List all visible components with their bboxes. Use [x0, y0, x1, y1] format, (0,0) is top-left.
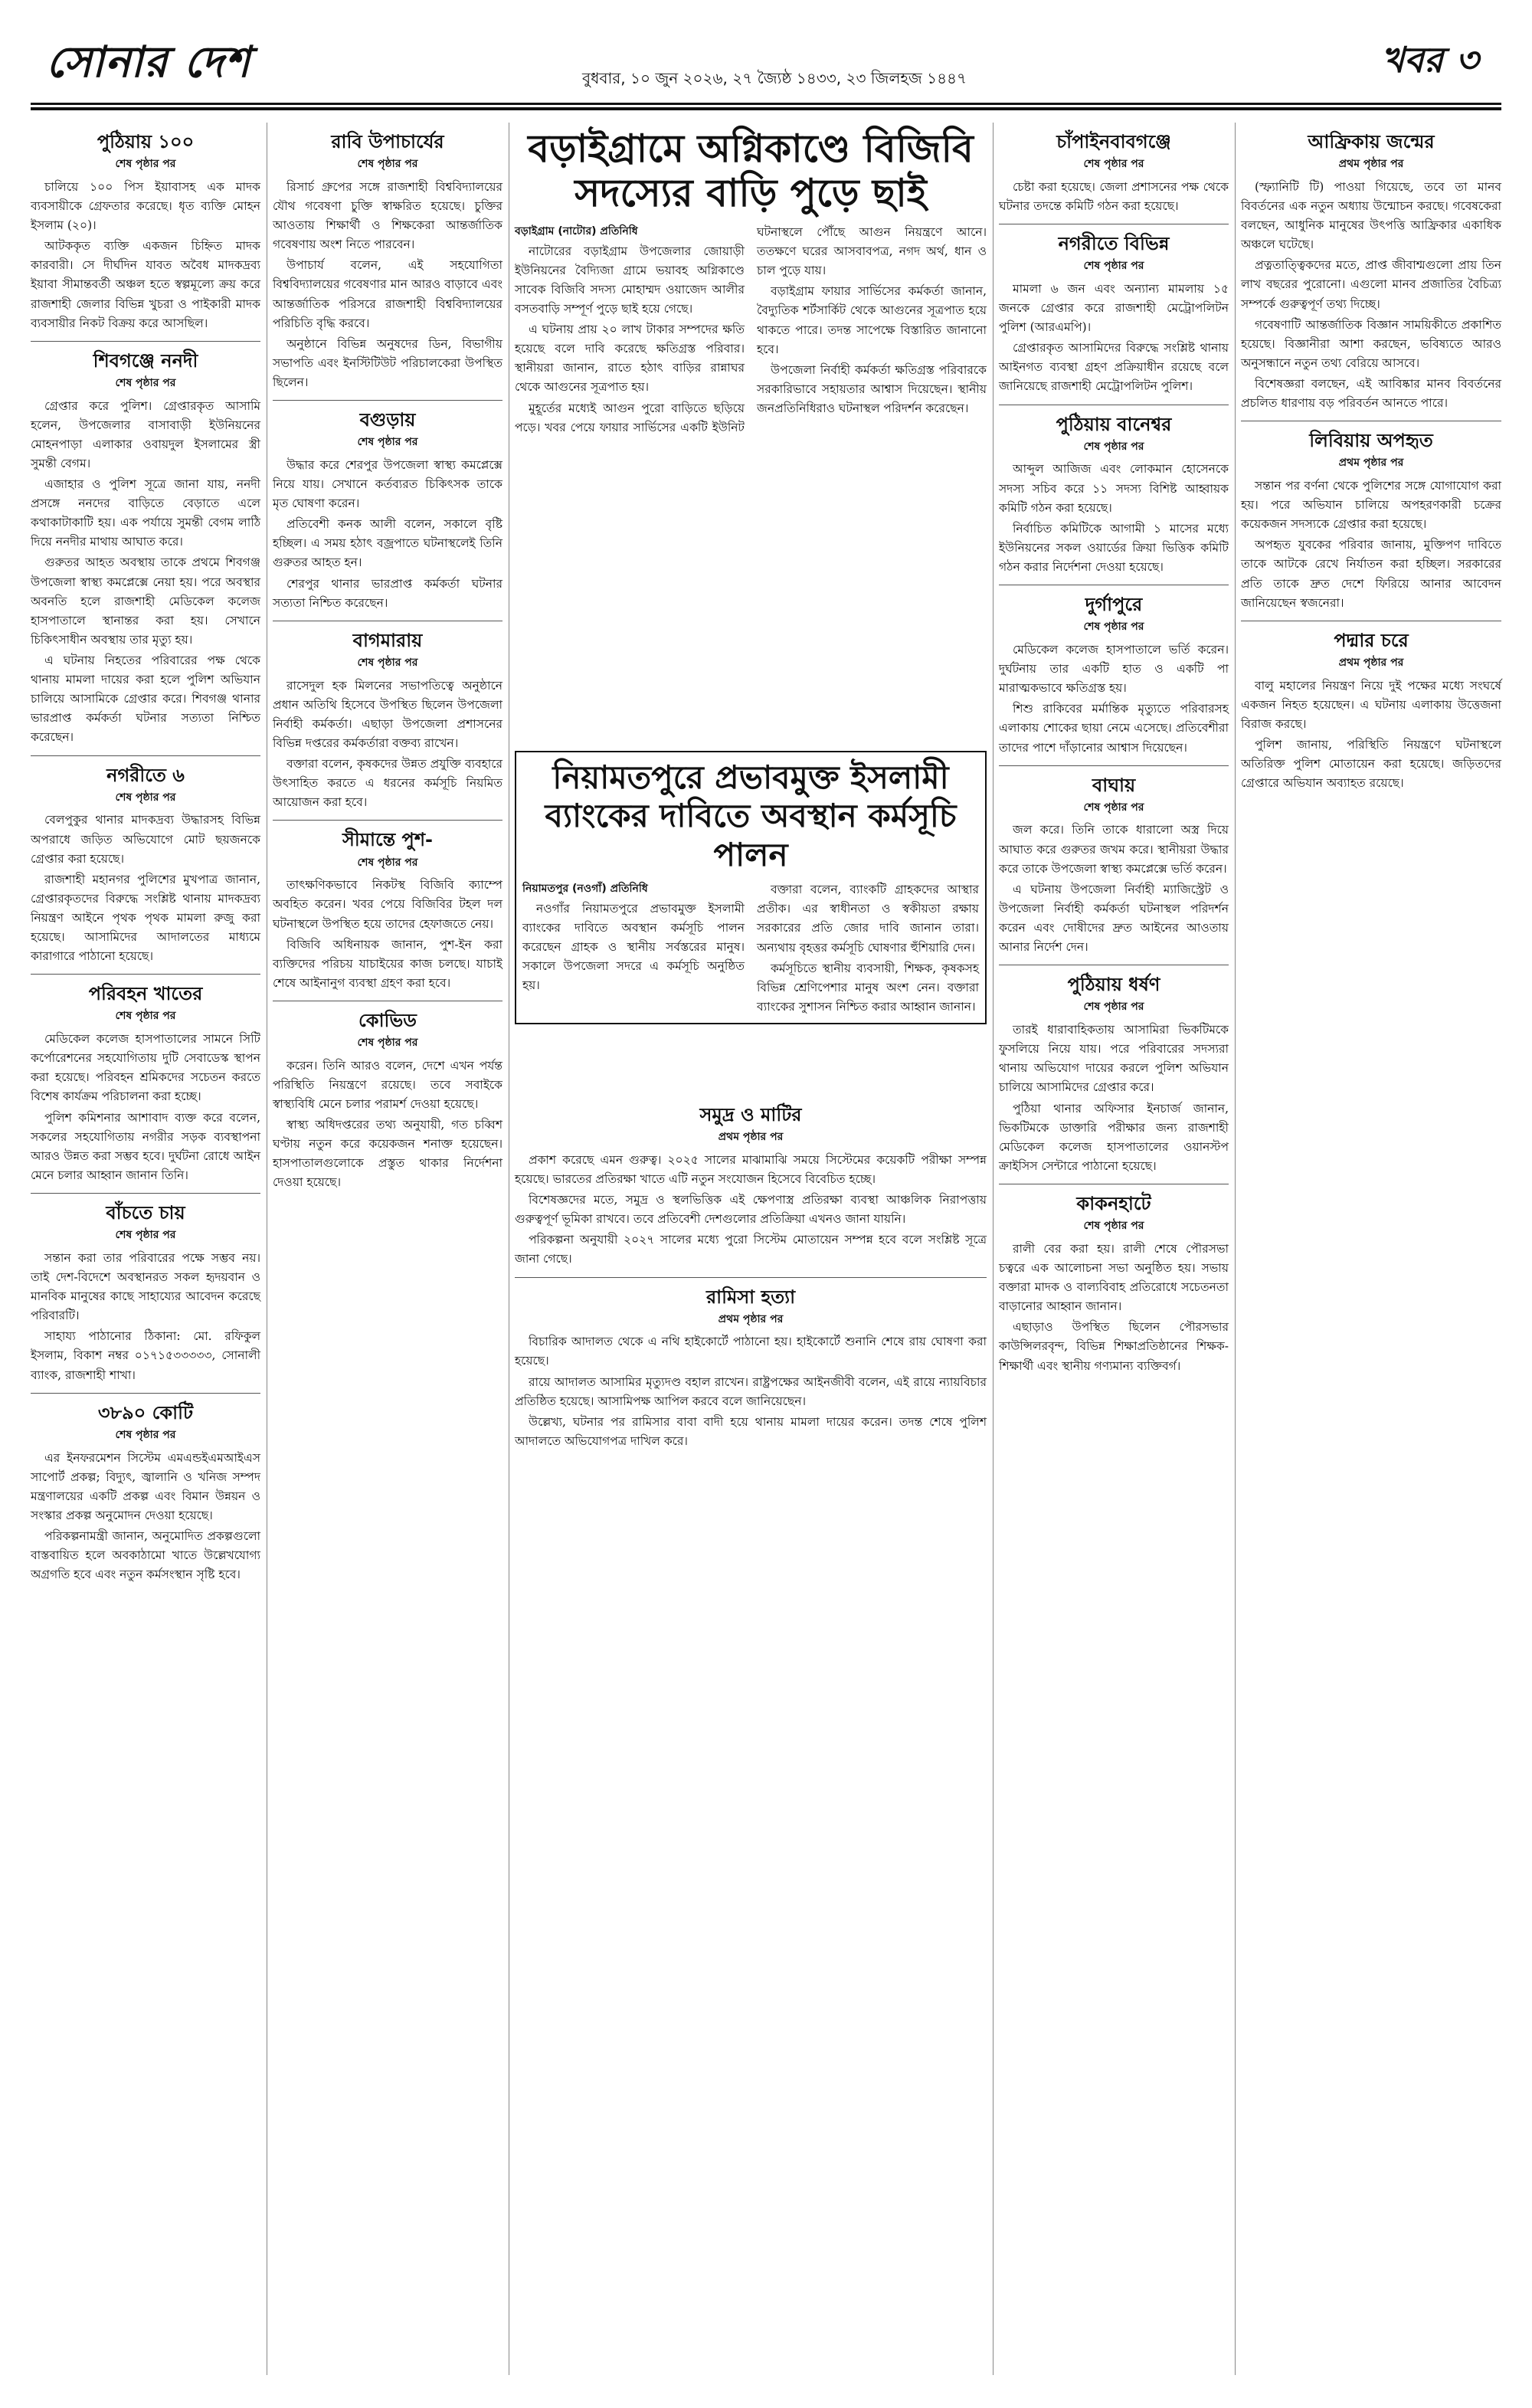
headline: চাঁপাইনবাবগঞ্জে: [1056, 131, 1171, 152]
paragraph: বিচারিক আদালত থেকে এ নথি হাইকোর্টে পাঠানো হয়। হাইকোর্টে শুনানি শেষে রায় ঘোষণা করা হয়েছে।: [515, 1335, 987, 1368]
paragraph: গবেষণাটি আন্তর্জাতিক বিজ্ঞান সাময়িকীতে প্রকাশিত হয়েছে। বিজ্ঞানীরা আশা করছেন, ভবিষ্যতে আরও অনুসন্ধানে নতুন তথ্য বেরিয়ে আসবে।: [1241, 317, 1501, 370]
continuation-label: প্রথম পৃষ্ঠার পর: [1338, 457, 1404, 470]
headline: পুঠিয়ায় ১০০: [97, 131, 195, 152]
paragraph: গ্রেপ্তারকৃত আসামিদের বিরুদ্ধে সংশ্লিষ্ট থানায় আইনগত ব্যবস্থা গ্রহণ প্রক্রিয়াধীন রয়েছে বলে জানিয়েছে রাজশাহী মেট্রোপলিটন পুলিশ।: [999, 341, 1229, 394]
paragraph: এ ঘটনায় উপজেলা নির্বাহী ম্যাজিস্ট্রেট ও উপজেলা নির্বাহী কর্মকর্তা ঘটনাস্থল পরিদর্শন করেন এবং দোষীদের দ্রুত আইনের আওতায় আনার নির্দেশ দেন।: [999, 882, 1229, 955]
paragraph: শিশু রাকিবের মর্মান্তিক মৃত্যুতে পরিবারসহ এলাকায় শোকের ছায়া নেমে এসেছে। প্রতিবেশীরা তাদের পাশে দাঁড়ানোর আশ্বাস দিয়েছেন।: [999, 702, 1229, 755]
paragraph: রালী বের করা হয়। রালী শেষে পৌরসভা চত্বরে এক আলোচনা সভা অনুষ্ঠিত হয়। সভায় বক্তারা মাদক ও বাল্যবিবাহ প্রতিরোধে সচেতনতা বাড়ানোর আহ্বান জানান।: [999, 1241, 1229, 1314]
divider: [31, 755, 260, 756]
continuation-label: শেষ পৃষ্ঠার পর: [357, 158, 418, 171]
column-6: [1241, 123, 1501, 794]
paragraph: করেন। তিনি আরও বলেন, দেশে এখন পর্যন্ত পরিস্থিতি নিয়ন্ত্রণে রয়েছে। তবে সবাইকে স্বাস্থ্যবিধি মেনে চলার পরামর্শ দেওয়া হয়েছে।: [273, 1058, 502, 1112]
continuation-label: শেষ পৃষ্ঠার পর: [115, 376, 176, 389]
divider: [31, 1393, 260, 1394]
paragraph: রাজশাহী মহানগর পুলিশের মুখপাত্র জানান, গ্রেপ্তারকৃতদের বিরুদ্ধে সংশ্লিষ্ট থানায় মাদকদ্রব্য নিয়ন্ত্রণ আইনে পৃথক পৃথক মামলা রুজু করা হয়েছে। আসামিদের আদালতের মাধ্যমে কারাগারে পাঠানো হয়েছে।: [31, 872, 260, 964]
paragraph: তারই ধারাবাহিকতায় আসামিরা ভিকটিমকে ফুসলিয়ে নিয়ে যায়। পরে পরিবারের সদস্যরা থানায় অভিযোগ দায়ের করলে পুলিশ অভিযান চালিয়ে আসামিদের গ্রেপ্তার করে।: [999, 1023, 1229, 1095]
column-divider: [993, 123, 994, 2375]
divider: [31, 1193, 260, 1194]
divider: [31, 974, 260, 975]
column-divider: [1235, 123, 1236, 2375]
paragraph: নাটোরের বড়াইগ্রাম উপজেলার জোয়াড়ী ইউনিয়নের বৈদ্যিজা গ্রামে ভয়াবহ অগ্নিকাণ্ডে সাবেক বিজিবি সদস্য মোহাম্মদ ওয়াজেদ আলীর বসতবাড়ি সম্পূর্ণ পুড়ে ছাই হয়ে গেছে।: [515, 244, 745, 316]
headline: পরিবহন খাতের: [88, 983, 203, 1005]
continuation-label: প্রথম পৃষ্ঠার পর: [718, 1312, 784, 1325]
headline: সীমান্তে পুশ-: [342, 829, 433, 851]
paragraph: আব্দুল আজিজ এবং লোকমান হোসেনকে সদস্য সচিব করে ১১ সদস্য বিশিষ্ট আহ্বায়ক কমিটি গঠন করা হয়েছে।: [999, 462, 1229, 515]
paragraph: নওগাঁর নিয়ামতপুরে প্রভাবমুক্ত ইসলামী ব্যাংকের দাবিতে অবস্থান কর্মসূচি পালন করেছেন গ্রাহক ও স্থানীয় সর্বস্তরের মানুষ। সকালে উপজেলা সদরে এ কর্মসূচি অনুষ্ঠিত হয়।: [522, 901, 745, 993]
section-label: খবর ৩: [1380, 39, 1478, 80]
continuation-label: শেষ পৃষ্ঠার পর: [357, 436, 418, 449]
newspaper-name: সোনার দেশ: [46, 38, 251, 87]
issue-date: বুধবার, ১০ জুন ২০২৬, ২৭ জ্যৈষ্ঠ ১৪৩৩, ২৩ জিলহজ ১৪৪৭: [582, 69, 967, 87]
boxed-body: [522, 880, 979, 1017]
boxed-headline: নিয়ামতপুরে প্রভাবমুক্ত ইসলামী ব্যাংকের দাবিতে অবস্থান কর্মসূচি পালন: [545, 758, 957, 873]
paragraph: বিজিবি অধিনায়ক জানান, পুশ-ইন করা ব্যক্তিদের পরিচয় যাচাইয়ের কাজ চলছে। যাচাই শেষে আইনানুগ ব্যবস্থা গ্রহণ করা হবে।: [273, 937, 502, 990]
paragraph: চালিয়ে ১০০ পিস ইয়াবাসহ এক মাদক ব্যবসায়ীকে গ্রেফতার করেছে। ধৃত ব্যক্তি মোহন ইসলাম (২০)।: [31, 179, 260, 233]
paragraph: জল করে। তিনি তাকে ধারালো অস্ত্র দিয়ে আঘাত করে গুরুতর জখম করে। স্থানীয়রা উদ্ধার করে তাকে উপজেলা স্বাস্থ্য কমপ্লেক্সে ভর্তি করেন।: [999, 823, 1229, 876]
paragraph: গুরুতর আহত অবস্থায় তাকে প্রথমে শিবগঞ্জ উপজেলা স্বাস্থ্য কমপ্লেক্সে নেয়া হয়। পরে অবস্থার অবনতি হলে রাজশাহী মেডিকেল কলেজ হাসপাতালে স্থানান্তর করা হয়। সেখানে চিকিৎসাধীন অবস্থায় তার মৃত্যু হয়।: [31, 555, 260, 647]
boxed-story: [515, 751, 987, 1024]
continuation-label: প্রথম পৃষ্ঠার পর: [1338, 656, 1404, 669]
paragraph: উল্লেখ্য, ঘটনার পর রামিসার বাবা বাদী হয়ে থানায় মামলা দায়ের করেন। তদন্ত শেষে পুলিশ আদালতে অভিযোগপত্র দাখিল করে।: [515, 1414, 987, 1448]
divider: [31, 341, 260, 342]
divider: [515, 1277, 987, 1278]
paragraph: এ ঘটনায় নিহতের পরিবারের পক্ষ থেকে থানায় মামলা দায়ের করা হলে পুলিশ অভিযান চালিয়ে আসামিকে গ্রেপ্তার করে। শিবগঞ্জ থানার ভারপ্রাপ্ত কর্মকর্তা ঘটনার সত্যতা নিশ্চিত করেছেন।: [31, 654, 260, 745]
paragraph: পুলিশ কমিশনার আশাবাদ ব্যক্ত করে বলেন, সকলের সহযোগিতায় নগরীর সড়ক ব্যবস্থাপনা আরও উন্নত করা সম্ভব হবে। দুর্ঘটনা রোধে আইন মেনে চলার আহ্বান জানান তিনি।: [31, 1110, 260, 1182]
column-2: [273, 123, 502, 1194]
headline: লিবিয়ায় অপহৃত: [1309, 430, 1433, 452]
headline: নগরীতে বিভিন্ন: [1058, 233, 1170, 255]
headline: ৩৮৯০ কোটি: [97, 1401, 194, 1424]
headline: পদ্মার চরে: [1334, 629, 1409, 651]
headline: রামিসা হত্যা: [705, 1286, 796, 1308]
newspaper-page: [31, 23, 1501, 2385]
headline: বগুড়ায়: [359, 409, 416, 431]
masthead-rule: [31, 103, 1501, 105]
paragraph: অপহৃত যুবকের পরিবার জানায়, মুক্তিপণ দাবিতে তাকে আটকে রেখে নির্যাতন করা হচ্ছিল। সরকারের প্রতি তাকে দ্রুত দেশে ফিরিয়ে আনার আবেদন জানিয়েছেন স্বজনেরা।: [1241, 538, 1501, 610]
headline: বাগমারায়: [352, 629, 423, 651]
column-3-lower: [515, 1096, 987, 1453]
paragraph: পরিকল্পনামন্ত্রী জানান, অনুমোদিত প্রকল্পগুলো বাস্তবায়িত হলে অবকাঠামো খাতে উল্লেখযোগ্য অগ্রগতি হবে এবং নতুন কর্মসংস্থান সৃষ্টি হবে।: [31, 1528, 260, 1582]
continuation-label: শেষ পৃষ্ঠার পর: [1083, 801, 1144, 814]
paragraph: সন্তান করা তার পরিবারের পক্ষে সম্ভব নয়। তাই দেশ-বিদেশে অবস্থানরত সকল হৃদয়বান ও মানবিক মানুষের কাছে সাহায্যের আবেদন করেছে পরিবারটি।: [31, 1250, 260, 1323]
byline: নিয়ামতপুর (নওগাঁ) প্রতিনিধি: [522, 883, 648, 896]
paragraph: বেলপুকুর থানার মাদকদ্রব্য উদ্ধারসহ বিভিন্ন অপরাধে জড়িত অভিযোগে মোট ছয়জনকে গ্রেপ্তার করা হয়েছে।: [31, 813, 260, 866]
paragraph: অনুষ্ঠানে বিভিন্ন অনুষদের ডিন, বিভাগীয় সভাপতি এবং ইনস্টিটিউট পরিচালকেরা উপস্থিত ছিলেন।: [273, 336, 502, 389]
paragraph: তাৎক্ষণিকভাবে নিকটস্থ বিজিবি ক্যাম্পে অবহিত করেন। খবর পেয়ে বিজিবির টহল দল ঘটনাস্থলে উপস্থিত হয়ে তাদের হেফাজতে নেয়।: [273, 878, 502, 931]
headline: পুঠিয়ায় বানেশ্বর: [1056, 413, 1172, 435]
headline: কোভিড: [358, 1009, 417, 1031]
headline: কাকনহাটে: [1076, 1192, 1151, 1214]
paragraph: উদ্ধার করে শেরপুর উপজেলা স্বাস্থ্য কমপ্লেক্সে নিয়ে যায়। সেখানে কর্তব্যরত চিকিৎসক তাকে মৃত ঘোষণা করেন।: [273, 457, 502, 511]
paragraph: পরিকল্পনা অনুযায়ী ২০২৭ সালের মধ্যে পুরো সিস্টেম মোতায়েন সম্পন্ন হবে বলে সংশ্লিষ্ট সূত্রে জানা গেছে।: [515, 1233, 987, 1266]
divider: [273, 400, 502, 401]
paragraph: গ্রেপ্তার করে পুলিশ। গ্রেপ্তারকৃত আসামি হলেন, উপজেলার বাসাবাড়ী ইউনিয়নের মোহনপাড়া এলাকার ওবায়দুল ইসলামের স্ত্রী সুমন্তী বেগম।: [31, 398, 260, 470]
lead-body: [515, 223, 987, 437]
paragraph: রিসার্চ গ্রুপের সঙ্গে রাজশাহী বিশ্ববিদ্যালয়ের যৌথ গবেষণা চুক্তি স্বাক্ষরিত হয়েছে। চুক্তির আওতায় শিক্ষার্থী ও শিক্ষকেরা আন্তর্জাতিক গবেষণায় অংশ নিতে পারবেন।: [273, 179, 502, 252]
paragraph: এর ইনফরমেশন সিস্টেম এমএন্ডইএমআইএস সাপোর্ট প্রকল্প; বিদ্যুৎ, জ্বালানি ও খনিজ সম্পদ মন্ত্রণালয়ের একটি প্রকল্প এবং বিমান উন্নয়ন ও সংস্কার প্রকল্প অনুমোদন দেওয়া হয়েছে।: [31, 1450, 260, 1522]
continuation-label: শেষ পৃষ্ঠার পর: [1083, 440, 1144, 453]
lead-headline: বড়াইগ্রামে অগ্নিকাণ্ডে বিজিবি সদস্যের বাড়ি পুড়ে ছাই: [528, 126, 974, 215]
paragraph: বিশেষজ্ঞদের মতে, সমুদ্র ও স্থলভিত্তিক এই ক্ষেপণাস্ত্র প্রতিরক্ষা ব্যবস্থা আঞ্চলিক নিরাপত্তায় গুরুত্বপূর্ণ ভূমিকা রাখবে। তবে প্রতিবেশী দেশগুলোর প্রতিক্রিয়া এখনও জানা যায়নি।: [515, 1193, 987, 1227]
column-1: [31, 123, 260, 1586]
continuation-label: শেষ পৃষ্ঠার পর: [357, 1037, 418, 1050]
headline: বাঘায়: [1092, 774, 1136, 796]
paragraph: মামলা ৬ জন এবং অন্যান্য মামলায় ১৫ জনকে গ্রেপ্তার করে রাজশাহী মেট্রোপলিটন পুলিশ (আরএমপি)।: [999, 281, 1229, 335]
continuation-label: শেষ পৃষ্ঠার পর: [115, 1428, 176, 1441]
paragraph: শেরপুর থানার ভারপ্রাপ্ত কর্মকর্তা ঘটনার সত্যতা নিশ্চিত করেছেন।: [273, 576, 502, 610]
paragraph: সাহায্য পাঠানোর ঠিকানা: মো. রফিকুল ইসলাম, বিকাশ নম্বর ০১৭১৫৩৩৩৩৩, সোনালী ব্যাংক, রাজশাহী শাখা।: [31, 1329, 260, 1382]
paragraph: (স্ফ্যানিটি টি) পাওয়া গিয়েছে, তবে তা মানব বিবর্তনের এক নতুন অধ্যায় উন্মোচন করছে। গবেষকেরা বলছেন, আধুনিক মানুষের উৎপত্তি আফ্রিকার একাধিক অঞ্চলে ঘটেছে।: [1241, 179, 1501, 252]
continuation-label: শেষ পৃষ্ঠার পর: [115, 1010, 176, 1023]
paragraph: উপাচার্য বলেন, এই সহযোগিতা বিশ্ববিদ্যালয়ের গবেষণার মান আরও বাড়াবে এবং আন্তর্জাতিক পরিসরে রাজশাহী বিশ্ববিদ্যালয়ের পরিচিতি বৃদ্ধি করবে।: [273, 258, 502, 330]
continuation-label: শেষ পৃষ্ঠার পর: [115, 791, 176, 804]
paragraph: বালু মহালের নিয়ন্ত্রণ নিয়ে দুই পক্ষের মধ্যে সংঘর্ষে একজন নিহত হয়েছেন। এ ঘটনায় এলাকায় উত্তেজনা বিরাজ করছে।: [1241, 678, 1501, 731]
paragraph: উপজেলা নির্বাহী কর্মকর্তা ক্ষতিগ্রস্ত পরিবারকে সরকারিভাবে সহায়তার আশ্বাস দিয়েছেন। স্থানীয় জনপ্রতিনিধিরাও ঘটনাস্থল পরিদর্শন করেছেন।: [757, 362, 987, 415]
continuation-label: শেষ পৃষ্ঠার পর: [1083, 158, 1144, 171]
headline: শিবগঞ্জে ননদী: [93, 349, 198, 372]
paragraph: প্রত্নতাত্ত্বিকদের মতে, প্রাপ্ত জীবাশ্মগুলো প্রায় তিন লাখ বছরের পুরোনো। এগুলো মানব প্রজাতির বৈচিত্র্য সম্পর্কে গুরুত্বপূর্ণ তথ্য দিচ্ছে।: [1241, 258, 1501, 311]
continuation-label: শেষ পৃষ্ঠার পর: [357, 856, 418, 869]
paragraph: পুলিশ জানায়, পরিস্থিতি নিয়ন্ত্রণে ঘটনাস্থলে অতিরিক্ত পুলিশ মোতায়েন করা হয়েছে। জড়িতদের গ্রেপ্তারে অভিযান অব্যাহত রয়েছে।: [1241, 737, 1501, 791]
column-5: [999, 123, 1229, 1378]
continuation-label: শেষ পৃষ্ঠার পর: [1083, 1001, 1144, 1014]
paragraph: এজাহার ও পুলিশ সূত্রে জানা যায়, ননদী প্রসঙ্গে ননদের বাড়িতে বেড়াতে এলে কথাকাটাকাটি হয়। এক পর্যায়ে সুমন্তী বেগম লাঠি দিয়ে ননদীর মাথায় আঘাত করে।: [31, 477, 260, 549]
paragraph: রায়ে আদালত আসামির মৃত্যুদণ্ড বহাল রাখেন। রাষ্ট্রপক্ষের আইনজীবী বলেন, এই রায়ে ন্যায়বিচার প্রতিষ্ঠিত হয়েছে। আসামিপক্ষ আপিল করবে বলে জানিয়েছেন।: [515, 1374, 987, 1408]
lead-story: [515, 123, 987, 437]
paragraph: এ ঘটনায় প্রায় ২০ লাখ টাকার সম্পদের ক্ষতি হয়েছে বলে দাবি করেছে ক্ষতিগ্রস্ত পরিবার। স্থানীয়রা জানান, রাতে হঠাৎ বাড়ির রান্নাঘর থেকে আগুনের সূত্রপাত হয়।: [515, 323, 745, 395]
paragraph: কর্মসূচিতে স্থানীয় ব্যবসায়ী, শিক্ষক, কৃষকসহ বিভিন্ন শ্রেণিপেশার মানুষ অংশ নেন। বক্তারা ব্যাংকের সুশাসন নিশ্চিত করার আহ্বান জানান।: [757, 961, 979, 1014]
paragraph: মুহূর্তের মধ্যেই আগুন পুরো বাড়িতে ছড়িয়ে পড়ে। খবর পেয়ে ফায়ার সার্ভিসের একটি ইউনিট ঘটনাস্থলে পৌঁছে আগুন নিয়ন্ত্রণে আনে। ততক্ষণে ঘরের আসবাবপত্র, নগদ অর্থ, ধান ও চাল পুড়ে যায়।: [515, 225, 987, 434]
headline: নগরীতে ৬: [106, 764, 185, 786]
continuation-label: শেষ পৃষ্ঠার পর: [115, 158, 176, 171]
paragraph: এছাড়াও উপস্থিত ছিলেন পৌরসভার কাউন্সিলরবৃন্দ, বিভিন্ন শিক্ষাপ্রতিষ্ঠানের শিক্ষক-শিক্ষার্থী এবং স্থানীয় গণ্যমান্য ব্যক্তিবর্গ।: [999, 1320, 1229, 1373]
continuation-label: প্রথম পৃষ্ঠার পর: [1338, 158, 1404, 171]
divider: [999, 765, 1229, 766]
paragraph: বক্তারা বলেন, কৃষকদের উন্নত প্রযুক্তি ব্যবহারে উৎসাহিত করতে এ ধরনের কর্মসূচি নিয়মিত আয়োজন করা হবে।: [273, 757, 502, 810]
paragraph: বক্তারা বলেন, ব্যাংকটি গ্রাহকদের আস্থার প্রতীক। এর স্বাধীনতা ও স্বকীয়তা রক্ষায় সরকারের প্রতি জোর দাবি জানান তারা। অন্যথায় বৃহত্তর কর্মসূচি ঘোষণার হুঁশিয়ারি দেন।: [757, 883, 979, 955]
headline: বাঁচতে চায়: [106, 1202, 185, 1224]
continuation-label: শেষ পৃষ্ঠার পর: [1083, 621, 1144, 634]
paragraph: প্রকাশ করেছে এমন গুরুত্ব। ২০২৫ সালের মাঝামাঝি সময়ে সিস্টেমের কয়েকটি পরীক্ষা সম্পন্ন হয়েছে। ভারতের প্রতিরক্ষা খাতে এটি নতুন সংযোজন হিসেবে বিবেচিত হচ্ছে।: [515, 1152, 987, 1186]
continuation-label: প্রথম পৃষ্ঠার পর: [718, 1131, 784, 1144]
byline: বড়াইগ্রাম (নাটোর) প্রতিনিধি: [515, 225, 638, 238]
paragraph: প্রতিবেশী কনক আলী বলেন, সকালে বৃষ্টি হচ্ছিল। এ সময় হঠাৎ বজ্রপাতে ঘটনাস্থলেই তিনি গুরুতর আহত হন।: [273, 517, 502, 570]
paragraph: পুঠিয়া থানার অফিসার ইনচার্জ জানান, ভিকটিমকে ডাক্তারি পরীক্ষার জন্য রাজশাহী মেডিকেল কলেজ হাসপাতালের ওয়ানস্টপ ক্রাইসিস সেন্টারে পাঠানো হয়েছে।: [999, 1101, 1229, 1173]
continuation-label: শেষ পৃষ্ঠার পর: [115, 1229, 176, 1242]
paragraph: সন্তান পর বর্ণনা থেকে পুলিশের সঙ্গে যোগাযোগ করা হয়। পরে অভিযান চালিয়ে অপহরণকারী চক্রের কয়েকজন সদস্যকে গ্রেপ্তার করা হয়েছে।: [1241, 479, 1501, 532]
paragraph: নির্বাচিত কমিটিকে আগামী ১ মাসের মধ্যে ইউনিয়নের সকল ওয়ার্ডের ক্রিয়া ভিত্তিক কমিটি গঠন করার নির্দেশনা দেওয়া হয়েছে।: [999, 521, 1229, 574]
divider: [273, 820, 502, 821]
continuation-label: শেষ পৃষ্ঠার পর: [357, 656, 418, 669]
headline: সমুদ্র ও মাটির: [699, 1104, 802, 1125]
headline: রাবি উপাচার্যের: [331, 131, 444, 152]
paragraph: বড়াইগ্রাম ফায়ার সার্ভিসের কর্মকর্তা জানান, বৈদ্যুতিক শর্টসার্কিট থেকে আগুনের সূত্রপাত হয়ে থাকতে পারে। তদন্ত সাপেক্ষে বিস্তারিত জানানো হবে।: [757, 284, 987, 356]
paragraph: আটককৃত ব্যক্তি একজন চিহ্নিত মাদক কারবারী। সে দীর্ঘদিন যাবত অবৈধ মাদকদ্রব্য ইয়াবা সীমান্তবর্তী অঞ্চল হতে স্বল্পমূল্যে ক্রয় করে রাজশাহী জেলার বিভিন্ন খুচরা ও পাইকারী মাদক ব্যবসায়ীর নিকট বিক্রয় করে আসছিল।: [31, 239, 260, 330]
paragraph: মেডিকেল কলেজ হাসপাতালে ভর্তি করেন। দুর্ঘটনায় তার একটি হাত ও একটি পা মারাত্মকভাবে ক্ষতিগ্রস্ত হয়।: [999, 642, 1229, 696]
paragraph: রাসেদুল হক মিলনের সভাপতিত্বে অনুষ্ঠানে প্রধান অতিথি হিসেবে উপস্থিত ছিলেন উপজেলা নির্বাহী কর্মকর্তা। এছাড়া উপজেলা প্রশাসনের বিভিন্ন দপ্তরের কর্মকর্তারা বক্তব্য রাখেন।: [273, 678, 502, 750]
masthead: [31, 23, 1501, 110]
continuation-label: শেষ পৃষ্ঠার পর: [1083, 1220, 1144, 1233]
headline: আফ্রিকায় জন্মের: [1308, 131, 1435, 152]
paragraph: বিশেষজ্ঞরা বলছেন, এই আবিষ্কার মানব বিবর্তনের প্রচলিত ধারণায় বড় পরিবর্তন আনতে পারে।: [1241, 376, 1501, 411]
headline: দুর্গাপুরে: [1085, 594, 1143, 616]
paragraph: মেডিকেল কলেজ হাসপাতালের সামনে সিটি কর্পোরেশনের সহযোগিতায় দুটি সেবাডেস্ক স্থাপন করা হয়েছে। পরিবহন শ্রমিকদের সচেতন করতে বিশেষ কার্যক্রম পরিচালনা করা হচ্ছে।: [31, 1032, 260, 1104]
paragraph: স্বাস্থ্য অধিদপ্তরের তথ্য অনুযায়ী, গত চব্বিশ ঘণ্টায় নতুন করে কয়েকজন শনাক্ত হয়েছেন। হাসপাতালগুলোকে প্রস্তুত থাকার নির্দেশনা দেওয়া হয়েছে।: [273, 1118, 502, 1190]
continuation-label: শেষ পৃষ্ঠার পর: [1083, 260, 1144, 273]
headline: পুঠিয়ায় ধর্ষণ: [1067, 974, 1160, 996]
paragraph: চেষ্টা করা হয়েছে। জেলা প্রশাসনের পক্ষ থেকে ঘটনার তদন্তে কমিটি গঠন করা হয়েছে।: [999, 179, 1229, 213]
